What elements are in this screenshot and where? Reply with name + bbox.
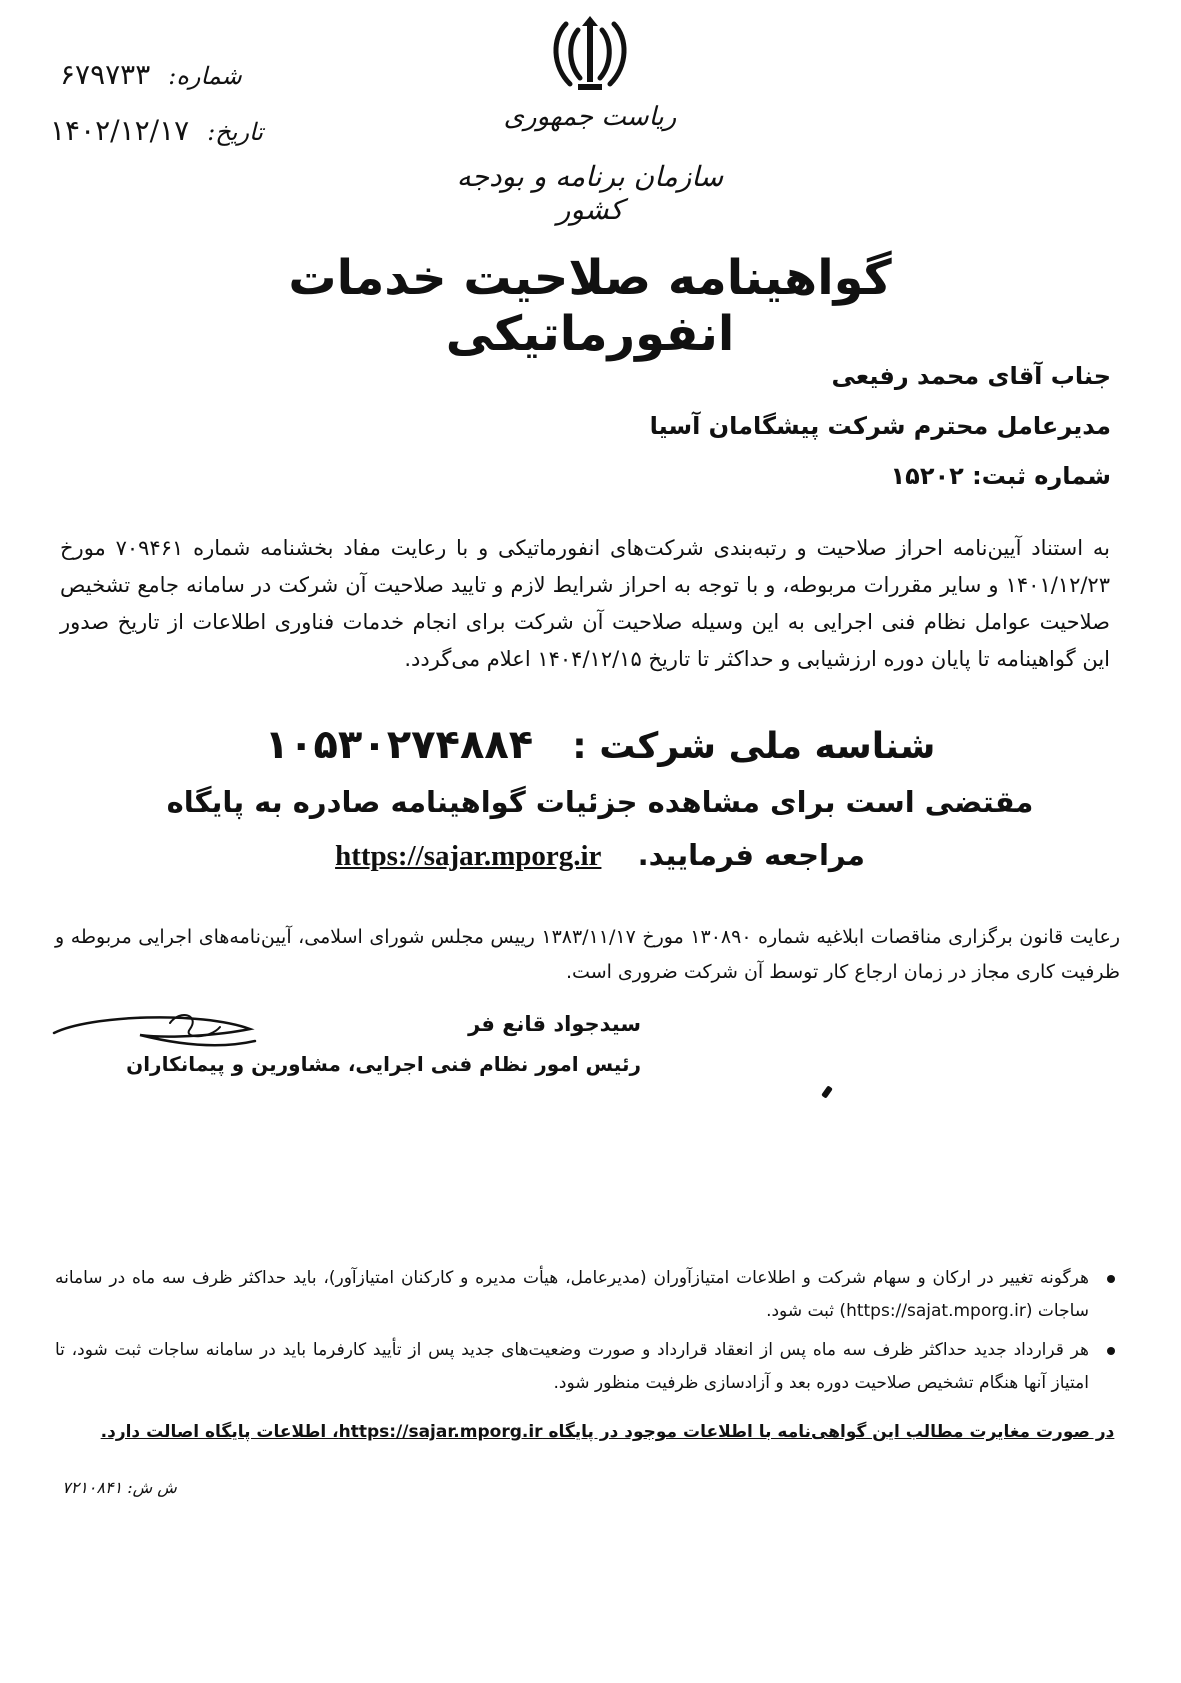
iran-emblem-icon bbox=[548, 14, 632, 96]
bullet-icon bbox=[1107, 1275, 1115, 1283]
letter-date-value: ۱۴۰۲/۱۲/۱۷ bbox=[50, 114, 190, 147]
certificate-body: به استناد آیین‌نامه احراز صلاحیت و رتبه‌بندی شرکت‌های انفورماتیکی و با رعایت مفاد بخشنامه شماره ۷۰۹۴۶۱ مورخ ۱۴۰۱/۱۲/۲۳ و سایر مقررات مربوطه، و با توجه به احراز شرایط لازم و تایید صلاحیت آن شرکت در سامانه جامع تشخیص صلاحیت عوامل نظام فنی اجرایی به این وسیله صلاحیت آن شرکت برای انجام خدمات فناوری اطلاعات از تاریخ صدور این گواهینامه تا پایان دوره ارزشیابی و حداکثر تا تاریخ ۱۴۰۴/۱۲/۱۵ اعلام می‌گردد. bbox=[60, 536, 1110, 671]
recipient-position: مدیرعامل محترم شرکت پیشگامان آسیا bbox=[649, 412, 1111, 440]
recipient-name: جناب آقای محمد رفیعی bbox=[831, 362, 1111, 390]
footnote-text: هر قرارداد جدید حداکثر ظرف سه ماه پس از انعقاد قرارداد و صورت وضعیت‌های جدید پس از تأیید کارفرما باید در سامانه ساجات ثبت شود، تا امتیاز آنها هنگام تشخیص صلاحیت دوره بعد و آزادسازی ظرفیت منظور شود. bbox=[55, 1340, 1089, 1393]
bullet-icon bbox=[1107, 1347, 1115, 1355]
page-title: گواهینامه صلاحیت خدمات انفورماتیکی bbox=[288, 250, 892, 362]
letter-number-row bbox=[60, 58, 242, 91]
law-note: رعایت قانون برگزاری مناقصات ابلاغیه شماره ۱۳۰۸۹۰ مورخ ۱۳۸۳/۱۱/۱۷ رییس مجلس شورای اسلامی، آیین‌نامه‌های اجرایی مربوطه و ظرفیت کاری مجاز در زمان ارجاع کار توسط آن شرکت ضروری است. bbox=[55, 926, 1120, 983]
letter-date-row bbox=[50, 114, 263, 147]
ink-mark bbox=[821, 1085, 833, 1098]
portal-suffix: مراجعه فرمایید. bbox=[637, 838, 865, 872]
national-id-value: ۱۰۵۳۰۲۷۴۸۸۴ bbox=[264, 722, 534, 768]
portal-row bbox=[100, 838, 1100, 873]
organization-line-2: سازمان برنامه و بودجه کشور bbox=[456, 160, 724, 226]
signatory-name: سیدجواد قانع فر bbox=[468, 1012, 641, 1036]
organization-line-1: ریاست جمهوری bbox=[503, 102, 677, 132]
national-id-row bbox=[100, 722, 1100, 768]
letter-date-label: تاریخ: bbox=[207, 118, 264, 146]
sajar-portal-link[interactable]: https://sajar.mporg.ir bbox=[335, 840, 602, 872]
portal-instruction: مقتضی است برای مشاهده جزئیات گواهینامه صادره به پایگاه bbox=[166, 785, 1034, 819]
footnotes-list bbox=[55, 1262, 1115, 1406]
list-item bbox=[55, 1262, 1115, 1328]
list-item bbox=[55, 1334, 1115, 1400]
signatory-position: رئیس امور نظام فنی اجرایی، مشاورین و پیمانکاران bbox=[126, 1052, 641, 1076]
letter-number-label: شماره: bbox=[168, 62, 242, 90]
national-id-label: شناسه ملی شرکت : bbox=[572, 726, 936, 767]
footnote-text: هرگونه تغییر در ارکان و سهام شرکت و اطلاعات امتیازآوران (مدیرعامل، هیأت مدیره و کارکنان امتیازآور)، باید حداکثر ظرف سه ماه در سامانه ساجات (https://sajat.mporg.ir) ثبت شود. bbox=[55, 1268, 1089, 1321]
letter-number-value: ۶۷۹۷۳۳ bbox=[60, 58, 151, 91]
form-reference: ش ش: ۷۲۱۰۸۴۱ bbox=[62, 1478, 177, 1497]
authenticity-note: در صورت مغایرت مطالب این گواهی‌نامه با اطلاعات موجود در پایگاه https://sajar.mporg.ir، اطلاعات پایگاه اصالت دارد. bbox=[100, 1422, 1115, 1442]
registration-number: شماره ثبت: ۱۵۲۰۲ bbox=[890, 462, 1111, 490]
